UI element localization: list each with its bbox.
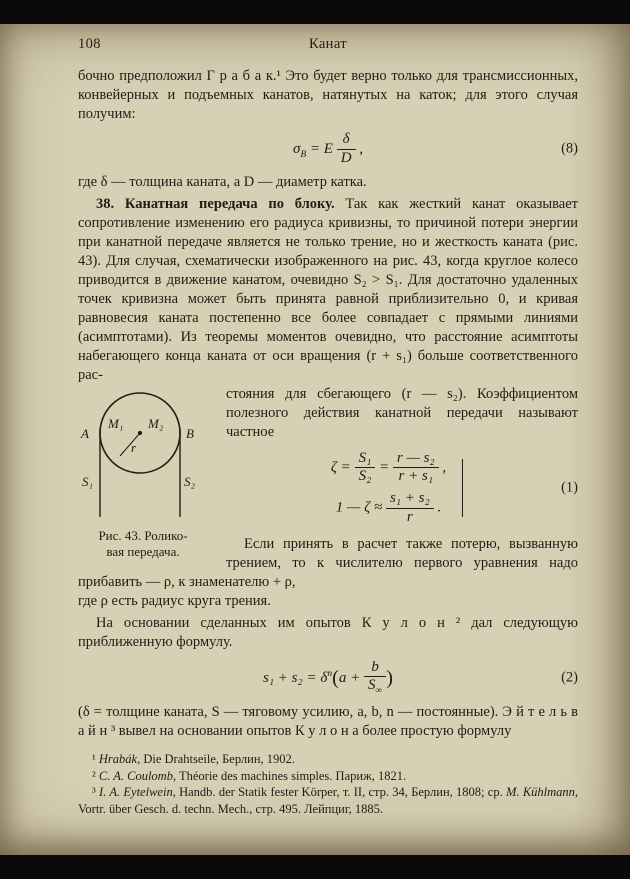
footnote-1: ¹ Hrabák, Die Drahtseile, Берлин, 1902.: [92, 752, 295, 767]
label-M2: M₂: [148, 415, 164, 431]
formula-1: [226, 448, 578, 529]
section-38-heading: 38. Канатная передача по блоку.: [96, 195, 335, 212]
open-paren: (: [332, 666, 339, 689]
fraction-delta-D: $\frac{\delta}{D}$: [337, 132, 356, 167]
label-B: B: [186, 425, 194, 441]
footnote-3-author-2: M. Kühlmann: [506, 785, 575, 800]
equation-number-2: (2): [561, 669, 578, 686]
sigma-subscript: B: [300, 149, 307, 160]
page-number: 108: [78, 36, 101, 52]
pulley-diagram: [80, 385, 206, 523]
paragraph-friction: Если принять в расчет также потерю, вызванную трением, то к числителю первого уравнения надо прибавить — ρ, к знаменателю + ρ,: [78, 535, 578, 590]
label-S1: S₁: [82, 473, 94, 489]
label-S2: S₂: [184, 473, 196, 489]
formula-1-equations: [331, 448, 446, 529]
figure-text-flow: [78, 385, 578, 592]
figure-caption: Рис. 43. Ролико- вая передача.: [98, 527, 188, 559]
paragraph-beside-figure: стояния для сбегающего (r — s₂). Коэффициентом полезного действия канатной передачи называют частное: [226, 385, 578, 440]
infinity-subscript: ∞: [375, 686, 383, 697]
page-header: [78, 36, 578, 53]
label-M1: M₁: [108, 415, 124, 431]
formula-1-line-2: 1 — ζ ≈ $\frac{\text{s₁ + s₂}}{r}$ .: [335, 490, 442, 525]
label-A: A: [81, 425, 89, 441]
formula-8-note: где δ — толщина каната, а D — диаметр катка.: [78, 173, 367, 190]
section-38-paragraph: [78, 195, 578, 385]
equals-E: = E: [306, 140, 337, 157]
equation-brace: [462, 459, 463, 517]
paragraph-rho-note: где ρ есть радиус круга трения.: [78, 592, 271, 609]
sigma-symbol: σ: [292, 140, 301, 157]
formula-8: [78, 132, 578, 167]
footnote-3: ³ I. A. Eytelwein, Handb. der Statik fester Körper, т. II, стр. 34, Берлин, 1808; ср. M. Kühlmann, Vortr. über Gesch. d. techn. Mech., стр. 495. Лейпциг, 1885.: [78, 785, 579, 816]
footnote-1-author: Hrabák: [98, 752, 138, 767]
footnote-3-author: I. A. Eytelwein: [99, 785, 173, 800]
punctuation: ,: [355, 140, 364, 157]
formula-2: [78, 660, 578, 698]
paper-sheet: [0, 24, 630, 855]
formula-8-body: [292, 131, 364, 166]
paragraph-continuation: бочно предположил Г р а б а к.¹ Это будет верно только для трансмиссионных, конвейерных и подъемных канатов, натянутых на каток; для этого случая получим:: [78, 68, 578, 122]
running-title: Канат: [308, 36, 348, 52]
footnote-2-author: C. A. Coulomb: [98, 768, 173, 783]
paragraph-coulomb: На основании сделанных им опытов К у л о н ² дал следующую приближенную формулу.: [78, 614, 578, 650]
formula-2-body: $s_1 + s_2 = \delta^n(a$ + $\frac{b}{S_\infty}$ ): [263, 658, 393, 697]
fraction-r-s: $\frac{\text{r — s₂}}{\text{r + s₁}}$: [393, 451, 439, 486]
footnote-2: ² C. A. Coulomb, Théorie des machines simples. Париж, 1821.: [92, 768, 407, 783]
figure-43: [78, 385, 208, 560]
equation-number-8: (8): [561, 140, 578, 157]
radius-line: [120, 433, 140, 456]
formula-1-line-1: ζ = $\frac{\text{S₁}}{\text{S₂}}$ = $\frac{\text{r — s₂}}{\text{r + s₁}}$ ,: [330, 449, 447, 485]
fraction-b-S: $\frac{b}{S_\infty}$: [364, 660, 386, 698]
fraction-S1-S2: $\frac{\text{S₁}}{\text{S₂}}$: [355, 451, 376, 486]
close-paren: ): [386, 666, 393, 689]
exponent-n: n: [327, 668, 333, 679]
paragraph-eytelwein: (δ = толщине каната, S — тяговому усилию, a, b, n — постоянные). Э й т е л ь в а й н ³ вывел на основании опытов К у л о н а более простую формулу: [78, 704, 578, 740]
label-r: r: [131, 439, 137, 455]
equation-number-1: (1): [561, 479, 578, 496]
center-dot: [138, 431, 141, 434]
footnotes: [78, 751, 578, 817]
section-38-text: Так как жесткий канат оказывает сопротивление изменению его радиуса кривизны, то причиной потери энергии при канатной передаче является не только трение, но и жесткость каната (рис. 43). Для случая, схематически изображенного на рис. 43, когда круглое колесо приводится в движение канатом, очевидно S₂ > S₁. Для достаточно удаленных точек кривизна может быть принята равной приблизительно 0, и кривая равновесия каната постепенно все более совпадает с прямыми линиями (асимптотами). Из теоремы моментов очевидно, что расстояние асимптоты набегающего конца каната от оси вращения (r + s₁) больше соответственного рас-: [78, 195, 578, 383]
fraction-s1s2-r: $\frac{\text{s₁ + s₂}}{r}$: [386, 491, 434, 526]
